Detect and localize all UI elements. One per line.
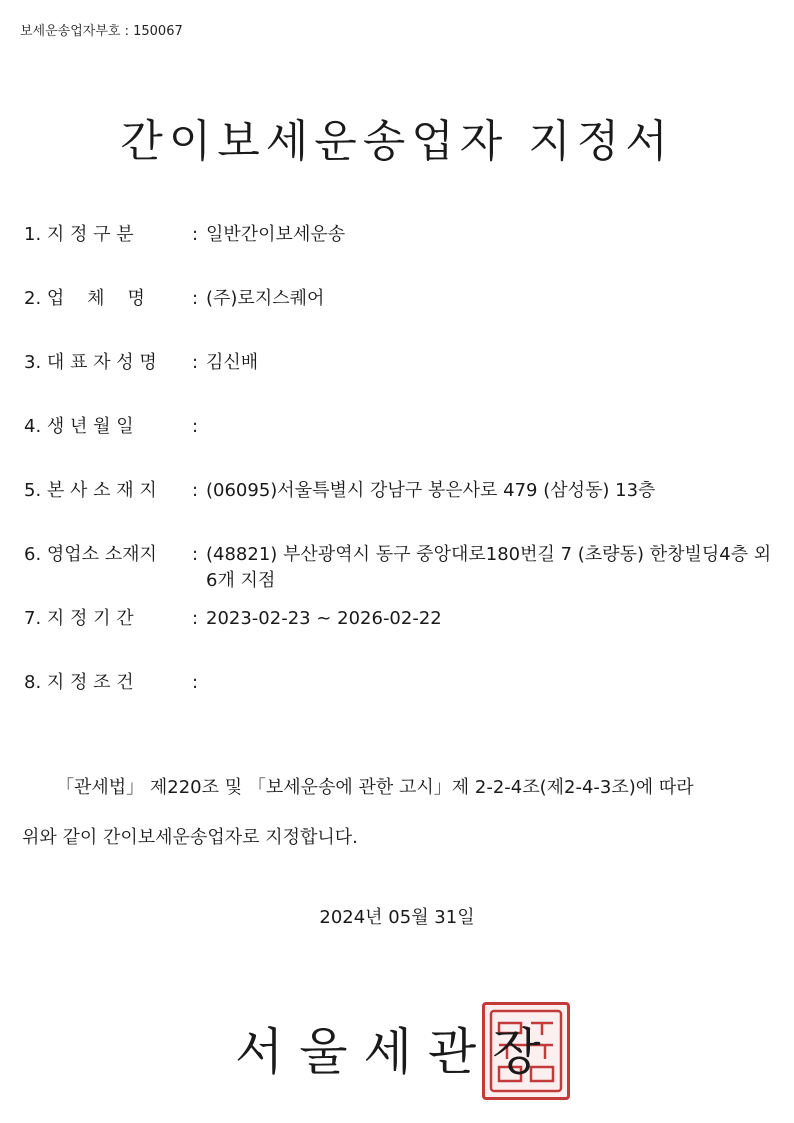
- field-label: 6. 영업소 소재지: [24, 544, 157, 565]
- field-colon: :: [192, 224, 199, 245]
- field-colon: :: [192, 288, 199, 309]
- field-colon: :: [192, 416, 199, 437]
- field-colon: :: [192, 480, 199, 501]
- field-label: 4. 생 년 월 일: [24, 416, 134, 437]
- field-label: 1. 지 정 구 분: [24, 224, 134, 245]
- field-colon: :: [192, 672, 199, 693]
- issue-date: 2024년 05월 31일: [319, 907, 475, 928]
- field-colon: :: [192, 608, 199, 629]
- field-label: 8. 지 정 조 건: [24, 672, 134, 693]
- field-value: 김신배: [206, 352, 259, 373]
- field-colon: :: [192, 544, 199, 565]
- issuer-name: 서울세관장: [235, 1023, 557, 1081]
- field-value: 2023-02-23 ~ 2026-02-22: [206, 608, 442, 629]
- document-number: 보세운송업자부호 : 150067: [20, 24, 183, 39]
- field-label: 3. 대 표 자 성 명: [24, 352, 157, 373]
- designation-statement: [22, 763, 782, 863]
- statement-line-2: 위와 같이 간이보세운송업자로 지정합니다.: [22, 827, 358, 848]
- field-label: 7. 지 정 기 간: [24, 608, 134, 629]
- field-value: 일반간이보세운송: [206, 224, 346, 245]
- field-value: (주)로지스퀘어: [206, 288, 325, 309]
- field-value: (48821) 부산광역시 동구 중앙대로180번길 7 (초량동) 한창빌딩4층 외 6개 지점: [206, 544, 772, 591]
- field-label: 5. 본 사 소 재 지: [24, 480, 157, 501]
- document-title: 간이보세운송업자 지정서: [120, 116, 674, 167]
- field-colon: :: [192, 352, 199, 373]
- field-value: (06095)서울특별시 강남구 봉은사로 479 (삼성동) 13층: [206, 480, 656, 501]
- statement-line-1: 「관세법」 제220조 및 「보세운송에 관한 고시」제 2-2-4조(제2-4-3조)에 따라: [56, 777, 694, 798]
- field-label: 2. 업 체 명: [24, 288, 145, 309]
